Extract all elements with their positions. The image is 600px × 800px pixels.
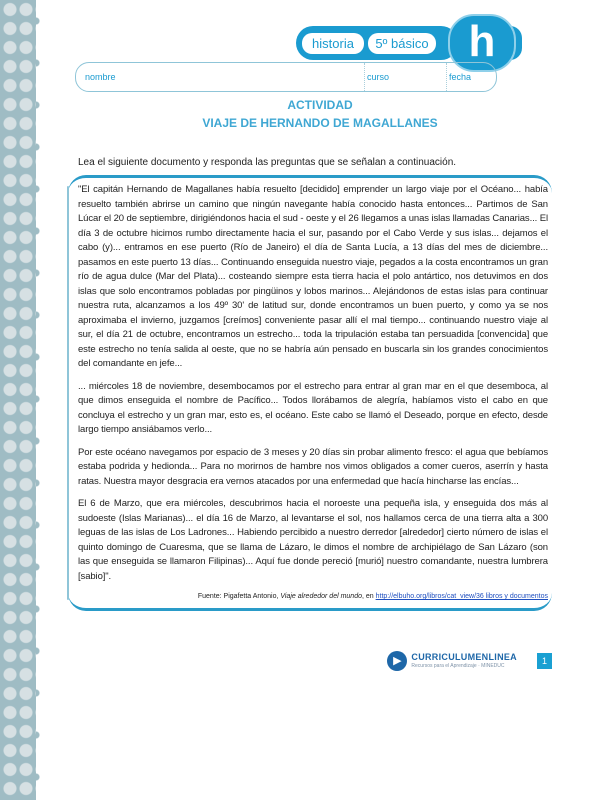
page-body	[68, 0, 552, 687]
footer	[68, 651, 552, 671]
paragraph: ... miércoles 18 de noviembre, desembocamos por el estrecho para entrar al gran mar en el que desemboca, al que dimos enseguida el nombre de Pacífico... Todos llorábamos de alegría, habíamos visto el cabo en que concluya el estrecho y un gran mar, esto es, el océano. Este cabo se llamó el Deseado, porque en efecto, desde largo tiempo ansiábamos verlo...	[78, 380, 548, 435]
brand-subtitle: Recursos para el Aprendizaje · MINEDUC	[411, 663, 505, 669]
source-link[interactable]: http://elbuho.org/libros/cat_view/36 libros y documentos	[375, 593, 548, 600]
paragraph: "El capitán Hernando de Magallanes había resuelto [decidido] emprender un largo viaje por el Océano... había resuelto también abrirse un camino que ningún navegante había conocido hasta entonces... Partimos de San Lúcar el 20 de septiembre, dirigiéndonos hacia el sud - oeste y el 26 llegamos a unas islas llamadas Canarias... El día 3 de octubre hicimos rumbo directamente hacia el sur, pasando por el Cabo Verde y sus islas... dejamos el cabo (y)... entramos en ese puerto (Río de Janeiro) el día de Santa Lucía, a 13 días del mes de diciembre... pasamos en este puerto 13 días... Continuando enseguida nuestro viaje, pegados a la costa encontramos un gran río de agua dulce (Mar del Plata)... costeando siempre esta tierra hacia el polo antártico, nos detuvimos en dos islas que solo encontramos pobladas por pingüinos y lobos marinos... Alejándonos de estas islas para continuar nuestra ruta, alcanzamos a los 49º 30' de latitud sur, donde encontramos un buen puerto, y como ya se nos aproximaba el invierno, juzgamos [creímos] conveniente pasar allí el mal tiempo... continuando nuestro viaje al sur, el día 21 de octubre, encontramos un estrecho... toda la tripulación estaba tan persuadida [convencida] que este estrecho no tenía salida al oeste, que no se habría aún pensado en buscarla sin los grandes conocimientos del comandante en jefe...	[78, 184, 548, 369]
instructions: Lea el siguiente documento y responda las preguntas que se señalan a continuación.	[78, 157, 457, 168]
document-frame	[68, 175, 552, 611]
curriculum-logo	[387, 651, 517, 671]
course-field[interactable]: curso	[367, 72, 390, 82]
paragraph: El 6 de Marzo, que era miércoles, descubrimos hacia el noroeste una pequeña isla, y enseguida dos más al sudoeste (Islas Marianas)... el día 16 de Marzo, al levantarse el sol, nos hallamos cerca de una tierra alta a 300 leguas de las islas de Los Ladrones... Habiendo percibido a nuestro derredor [alrededor] cierto número de islas el quinto domingo de Cuaresma, que se llama de Lázaro, le dimos el nombre de archipiélago de San Lázaro (son las que enseguida se llamaron Filipinas)... Aquí fue donde pereció [murió] nuestro comandante, nuestra lumbrera [sabio]".	[78, 498, 548, 582]
source-prefix: Fuente: Pigafetta Antonio,	[197, 593, 279, 600]
document-title: VIAJE DE HERNANDO DE MAGALLANES	[202, 116, 438, 130]
source-citation	[78, 592, 548, 602]
grade-tag: 5º básico	[368, 33, 436, 54]
source-mid: , en	[361, 593, 374, 600]
subject-tag: historia	[302, 33, 364, 54]
subject-logo: h	[448, 14, 516, 72]
source-book: Viaje alrededor del mundo	[280, 593, 362, 600]
play-icon: ▶	[387, 651, 407, 671]
page-number: 1	[537, 653, 552, 669]
activity-heading: ACTIVIDAD	[287, 98, 353, 112]
paragraph: Por este océano navegamos por espacio de 3 meses y 20 días sin probar alimento fresco: el agua que bebíamos estaba podrida y hedionda... Para no morirnos de hambre nos vimos obligados a comer cueros, aserrín y hasta ratas. Nuestra mayor desgracia era vernos atacados por una enfermedad que hacía hincharse las encías...	[78, 446, 548, 487]
date-field[interactable]: fecha	[449, 72, 472, 82]
brand-name: CURRICULUMENLINEA	[411, 652, 517, 662]
document-text	[78, 183, 548, 584]
name-field[interactable]: nombre	[85, 72, 116, 82]
